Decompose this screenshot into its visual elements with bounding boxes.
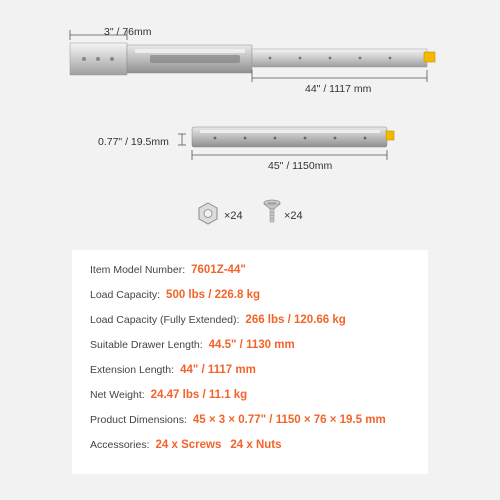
mounting-hole (110, 57, 114, 61)
rail-hole (329, 57, 332, 60)
rail-hole (274, 137, 277, 140)
mounting-hole (82, 57, 86, 61)
rail-hole (244, 137, 247, 140)
front-width-label: 3" / 76mm (104, 26, 152, 38)
screws-quantity: ×24 (284, 210, 303, 222)
spec-row-drawer-length (90, 339, 295, 353)
spec-row-extension-length (90, 364, 256, 378)
spec-value: 24 x Nuts (230, 439, 282, 451)
spec-row-product-dimensions (90, 414, 386, 428)
rail-highlight (200, 130, 380, 133)
spec-value: 7601Z-44" (191, 264, 246, 276)
spec-label: Extension Length: (90, 364, 175, 376)
spec-value: 266 lbs / 120.66 kg (245, 314, 346, 326)
spec-row-net-weight (90, 389, 247, 403)
spec-value: 44.5" / 1130 mm (208, 339, 295, 351)
release-latch-icon (386, 131, 394, 140)
thickness-label: 0.77" / 19.5mm (98, 136, 169, 148)
spec-row-accessories (90, 439, 282, 453)
screw-icon (264, 200, 280, 222)
spec-row-model (90, 264, 246, 278)
rail-hole (214, 137, 217, 140)
slide-length-label: 45" / 1150mm (268, 160, 333, 172)
spec-label: Suitable Drawer Length: (90, 339, 203, 351)
rail-hole (334, 137, 337, 140)
rail-hole (359, 57, 362, 60)
inner-rail (252, 49, 427, 67)
rail-highlight (135, 49, 245, 53)
spec-row-load-capacity-extended (90, 314, 346, 328)
spec-label: Item Model Number: (90, 264, 186, 276)
rail-hole (364, 137, 367, 140)
nuts-quantity: ×24 (224, 210, 243, 222)
rail-hole (389, 57, 392, 60)
ball-bearing-cage (150, 55, 240, 63)
mounting-hole (96, 57, 100, 61)
spec-label: Load Capacity (Fully Extended): (90, 314, 240, 326)
specifications-card (72, 250, 428, 474)
rail-hole (269, 57, 272, 60)
rail-hole (304, 137, 307, 140)
spec-value: 45 × 3 × 0.77" / 1150 × 76 × 19.5 mm (192, 414, 386, 426)
hex-nut-icon (199, 203, 217, 224)
rail-hole (299, 57, 302, 60)
spec-value: 44" / 1117 mm (180, 364, 256, 376)
release-latch-icon (424, 52, 435, 62)
spec-label: Product Dimensions: (90, 414, 187, 426)
spec-label: Load Capacity: (90, 289, 161, 301)
spec-value: 500 lbs / 226.8 kg (166, 289, 261, 301)
spec-row-load-capacity (90, 289, 260, 303)
spec-label: Net Weight: (90, 389, 145, 401)
extension-length-label: 44" / 1117 mm (305, 83, 372, 95)
closed-slide-image (178, 127, 394, 160)
spec-value: 24 x Screws (155, 439, 222, 451)
spec-label: Accessories: (90, 439, 150, 451)
spec-value: 24.47 lbs / 11.1 kg (150, 389, 248, 401)
